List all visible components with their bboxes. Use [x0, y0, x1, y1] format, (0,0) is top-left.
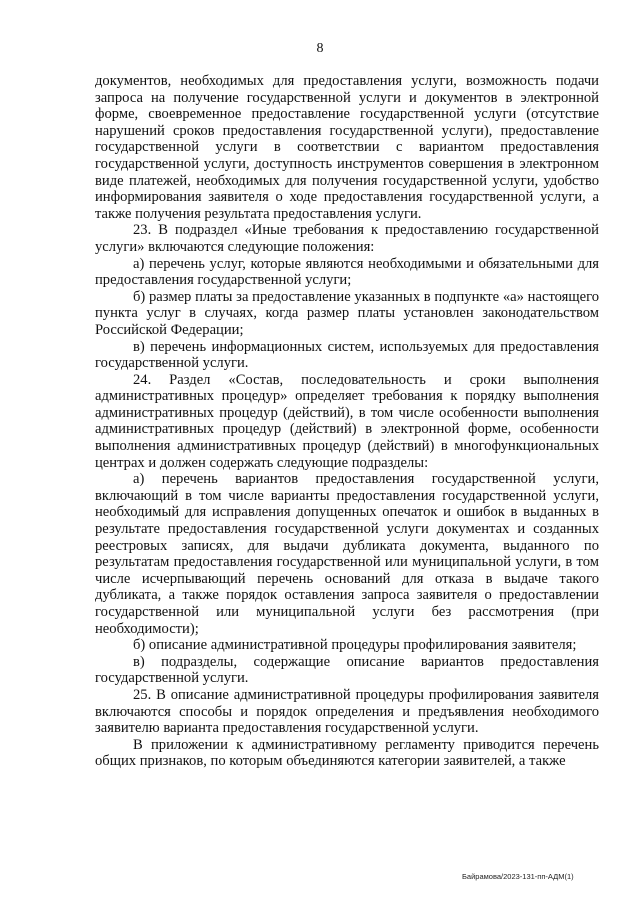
paragraph-item-25: 25. В описание административной процедуры профилирования заявителя включаются способы и порядок определения и предъявления необходимого заявителю варианта предоставления государственной услуги. — [95, 686, 599, 737]
paragraph-item-24: 24. Раздел «Состав, последовательность и сроки выполнения административных процедур» определяет требования к порядку выполнения административных процедур (действий), в том числе особенности выполнения административных процедур (действий) в электронной форме, особенности выполнения административных процедур (действий) в многофункциональных центрах и должен содержать следующие подразделы: — [95, 371, 599, 471]
document-body — [95, 73, 599, 770]
paragraph-subitem-23b: б) размер платы за предоставление указанных в подпункте «а» настоящего пункта услуг в случаях, когда размер платы установлен законодательством Российской Федерации; — [95, 288, 599, 338]
paragraph-subitem-23c: в) перечень информационных систем, используемых для предоставления государственной услуги. — [95, 338, 599, 372]
paragraph-item-23: 23. В подраздел «Иные требования к предоставлению государственной услуги» включаются следующие положения: — [95, 222, 599, 255]
paragraph-subitem-23a: а) перечень услуг, которые являются необходимыми и обязательными для предоставления государственной услуги; — [95, 255, 599, 289]
paragraph-continuation: документов, необходимых для предоставления услуги, возможность подачи запроса на получение государственной услуги и документов в электронной форме, своевременное предоставление государственной услуги (отсутствие нарушений сроков предоставления государственной услуги), предоставление государственной услуги в соответствии с вариантом предоставления государственной услуги, доступность инструментов совершения в электронном виде платежей, необходимых для получения государственной услуги, удобство информирования заявителя о ходе предоставления государственной услуги, а также получения результата предоставления услуги. — [95, 73, 599, 222]
paragraph-subitem-24a: а) перечень вариантов предоставления государственной услуги, включающий в том числе варианты предоставления государственной услуги, необходимый для исправления допущенных опечаток и ошибок в выданных в результате предоставления государственной услуги документах и созданных реестровых записях, для выдачи дубликата документа, выданного по результатам предоставления государственной или муниципальной услуги, в том числе исчерпывающий перечень оснований для отказа в выдаче такого дубликата, а также порядок оставления запроса заявителя о предоставлении государственной или муниципальной услуги без рассмотрения (при необходимости); — [95, 471, 599, 637]
paragraph-subitem-24c: в) подразделы, содержащие описание вариантов предоставления государственной услуги. — [95, 653, 599, 687]
paragraph-appendix: В приложении к административному регламенту приводится перечень общих признаков, по которым объединяются категории заявителей, а также — [95, 736, 599, 770]
footer-document-code: Байрамова/2023-131-пп-АДМ(1) — [462, 872, 574, 881]
page-number: 8 — [316, 41, 324, 56]
paragraph-subitem-24b: б) описание административной процедуры профилирования заявителя; — [133, 637, 577, 654]
